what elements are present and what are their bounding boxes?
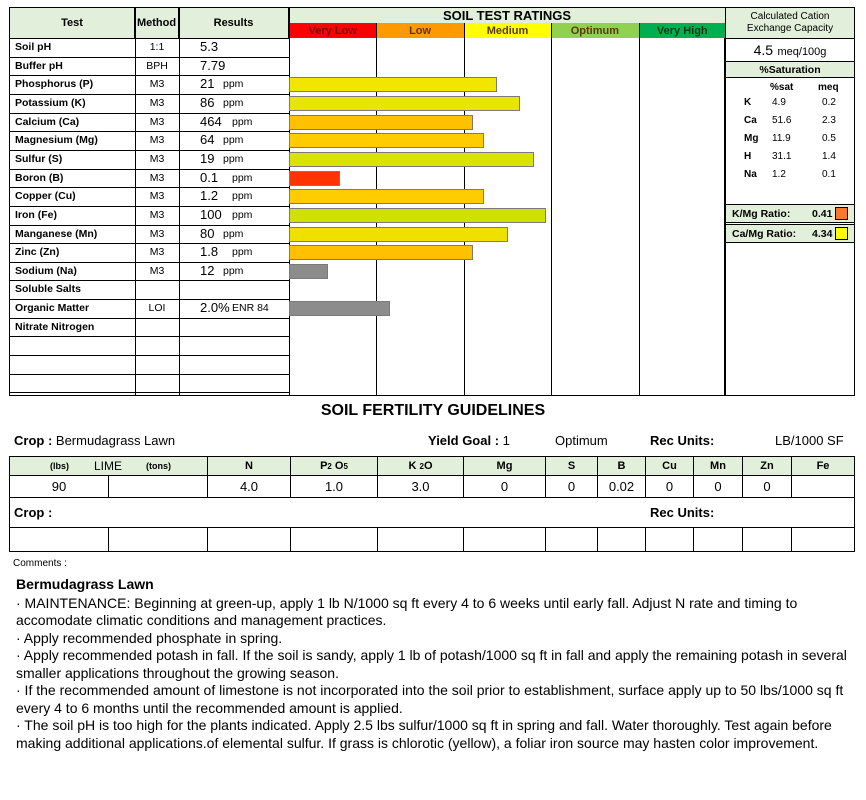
comment-line: · Apply recommended phosphate in spring. — [16, 629, 283, 646]
row-divider — [10, 299, 289, 300]
row-divider — [10, 94, 289, 95]
test-value: 464 — [200, 113, 222, 129]
recommendation-table — [9, 456, 855, 552]
mn-header: Mn — [694, 457, 743, 476]
rating-bar — [289, 245, 473, 260]
row-divider — [10, 225, 289, 226]
test-value: 100 — [200, 206, 222, 222]
rating-band-medium: Medium — [464, 23, 551, 38]
test-name: Soluble Salts — [15, 283, 81, 296]
ratings-title: SOIL TEST RATINGS — [289, 7, 726, 23]
fe-header: Fe — [792, 457, 854, 476]
test-unit: ppm — [223, 264, 244, 277]
test-name: Copper (Cu) — [15, 190, 76, 203]
lime-header-label: LIME — [94, 459, 123, 473]
k-mg-ratio-label: K/Mg Ratio: — [732, 208, 791, 220]
lime-tons-header: (tons) — [146, 461, 171, 471]
test-unit: ppm — [232, 246, 253, 259]
k-mg-ratio — [726, 204, 854, 223]
cec-value: 4.5 — [753, 42, 774, 58]
test-value: 12 — [200, 262, 215, 278]
empty-cell — [598, 528, 646, 552]
ca-mg-ratio-swatch — [835, 227, 848, 240]
test-unit: ppm — [223, 78, 244, 91]
row-divider — [10, 57, 289, 58]
test-value: 21 — [200, 76, 215, 92]
o-symbol: O — [334, 460, 344, 472]
k-mg-ratio-value: 0.41 — [812, 208, 833, 220]
comment-line: · MAINTENANCE: Beginning at green-up, apply 1 lb N/1000 sq ft every 4 to 6 weeks until early fall. Adjust N rate and timing to accomodate climatic conditions and management practices. — [16, 594, 798, 628]
cec-title-line1: Calculated Cation — [750, 11, 830, 22]
rating-bar — [289, 227, 508, 242]
rating-bar — [289, 77, 497, 92]
rating-bar — [289, 189, 484, 204]
test-unit: ENR 84 — [232, 302, 269, 315]
mg-header: Mg — [464, 457, 546, 476]
test-name: Boron (B) — [15, 171, 64, 184]
ca-mg-ratio — [726, 224, 854, 243]
test-name: Zinc (Zn) — [15, 246, 60, 259]
pct-sat-header: %sat — [770, 82, 794, 93]
row-divider — [10, 392, 289, 393]
yield-label: Yield Goal : — [428, 433, 500, 448]
lime-lbs-value: 90 — [10, 476, 109, 498]
empty-cell — [208, 528, 291, 552]
mg-value: 0 — [464, 476, 546, 498]
s-header: S — [546, 457, 598, 476]
row-divider — [10, 280, 289, 281]
test-name: Calcium (Ca) — [15, 115, 80, 128]
zn-value: 0 — [743, 476, 792, 498]
saturation-meq: 1.4 — [822, 151, 836, 162]
saturation-meq: 0.5 — [822, 133, 836, 144]
cec-value-row — [726, 39, 854, 61]
comments-body — [16, 576, 856, 752]
row-divider — [10, 206, 289, 207]
test-value: 80 — [200, 225, 215, 241]
yield-value: 1 — [502, 433, 510, 448]
yield-rating: Optimum — [555, 433, 608, 448]
soil-test-table — [9, 7, 725, 396]
empty-cell — [646, 528, 694, 552]
mn-value: 0 — [694, 476, 743, 498]
row-divider — [10, 75, 289, 76]
crop-line — [14, 433, 175, 448]
test-name: Sulfur (S) — [15, 152, 63, 165]
empty-cell — [546, 528, 598, 552]
test-value: 0.1 — [200, 169, 219, 185]
rating-bar — [289, 152, 534, 167]
test-unit: ppm — [232, 190, 253, 203]
test-unit: ppm — [223, 152, 244, 165]
row-divider — [10, 243, 289, 244]
rating-bar — [289, 96, 520, 111]
test-unit: ppm — [223, 134, 244, 147]
cu-value: 0 — [646, 476, 694, 498]
ca-mg-ratio-value: 4.34 — [812, 228, 833, 240]
comments-title: Bermudagrass Lawn — [16, 576, 154, 592]
crop-name: Bermudagrass Lawn — [55, 433, 176, 448]
test-name: Sodium (Na) — [15, 264, 77, 277]
test-name: Manganese (Mn) — [15, 227, 98, 240]
saturation-title: %Saturation — [726, 61, 854, 78]
test-name: Buffer pH — [15, 59, 63, 72]
rec-units2-label: Rec Units: — [650, 505, 715, 520]
row-divider — [10, 374, 289, 375]
p-symbol: P — [320, 460, 328, 472]
n-value: 4.0 — [208, 476, 291, 498]
test-value: 1.8 — [200, 244, 219, 260]
crop2-row — [10, 498, 854, 528]
p2o5-value: 1.0 — [291, 476, 378, 498]
empty-cell — [291, 528, 378, 552]
saturation-meq: 2.3 — [822, 115, 836, 126]
cu-header: Cu — [646, 457, 694, 476]
cec-unit: meq/100g — [777, 46, 827, 58]
results-column-header: Results — [179, 7, 289, 38]
saturation-ion: Mg — [744, 133, 759, 144]
k-o-symbol: O — [423, 460, 433, 472]
s-value: 0 — [546, 476, 598, 498]
meq-header: meq — [818, 82, 839, 93]
rating-bar — [289, 115, 473, 130]
test-method: M3 — [149, 96, 165, 109]
k-subscript: 2 — [419, 461, 424, 471]
saturation-pct: 51.6 — [772, 115, 792, 126]
saturation-meq: 0.2 — [822, 97, 836, 108]
test-unit: ppm — [232, 115, 253, 128]
test-method: M3 — [149, 78, 165, 91]
ca-mg-ratio-label: Ca/Mg Ratio: — [732, 228, 797, 240]
comment-line: · Apply recommended potash in fall. If the soil is sandy, apply 1 lb of potash/1000 sq ft in fall and apply the remaining potash in several smaller applications throughout the growing season. — [16, 647, 847, 681]
test-method: M3 — [149, 134, 165, 147]
saturation-ion: H — [744, 151, 752, 162]
rec-units-value: LB/1000 SF — [775, 433, 844, 448]
empty-cell — [378, 528, 464, 552]
test-method: BPH — [146, 59, 168, 72]
test-method: M3 — [149, 190, 165, 203]
crop-label: Crop : — [14, 433, 53, 448]
test-name: Nitrate Nitrogen — [15, 320, 95, 333]
row-divider — [10, 113, 289, 114]
lime-lbs-header: (lbs) — [50, 461, 69, 471]
b-value: 0.02 — [598, 476, 646, 498]
rating-band-very-high: Very High — [639, 23, 726, 38]
row-divider — [10, 169, 289, 170]
test-value: 1.2 — [200, 188, 219, 204]
test-unit: ppm — [232, 208, 253, 221]
saturation-pct: 31.1 — [772, 151, 792, 162]
test-method: M3 — [149, 152, 165, 165]
rating-bar — [289, 133, 484, 148]
saturation-meq: 0.1 — [822, 169, 836, 180]
test-unit: ppm — [223, 227, 244, 240]
cec-title — [726, 8, 854, 39]
guidelines-title: SOIL FERTILITY GUIDELINES — [320, 402, 546, 419]
test-value: 64 — [200, 132, 215, 148]
comments-label: Comments : — [13, 558, 67, 569]
row-divider — [10, 318, 289, 319]
rating-band-low: Low — [376, 23, 463, 38]
rating-band-optimum: Optimum — [551, 23, 638, 38]
saturation-ion: Ca — [744, 115, 757, 126]
empty-cell — [109, 528, 208, 552]
test-method: LOI — [148, 302, 166, 315]
test-value: 7.79 — [200, 57, 226, 73]
test-value: 86 — [200, 94, 215, 110]
saturation-ion: Na — [744, 169, 757, 180]
lime-header — [10, 457, 208, 476]
test-value: 5.3 — [200, 39, 219, 54]
lime-tons-value — [109, 476, 208, 498]
rating-bar — [289, 264, 328, 279]
o-subscript: 5 — [343, 461, 348, 471]
test-column-header: Test — [10, 7, 135, 38]
method-column-header: Method — [135, 7, 179, 38]
cec-title-line2: Exchange Capacity — [746, 23, 834, 34]
test-name: Soil pH — [15, 41, 52, 53]
comment-line: · The soil pH is too high for the plants indicated. Apply 2.5 lbs sulfur/1000 sq ft in spring and fall. Water thoroughly. Test again before making additional applications.of elemental sulfur. If grass is chlorotic (yellow), a foliar iron source may hasten color improvement. — [16, 717, 832, 751]
empty-cell — [10, 528, 109, 552]
k2o-value: 3.0 — [378, 476, 464, 498]
test-method: M3 — [149, 208, 165, 221]
saturation-pct: 11.9 — [772, 133, 791, 144]
test-value: 2.0% — [200, 300, 230, 316]
saturation-pct: 4.9 — [772, 97, 786, 108]
test-name: Phosphorus (P) — [15, 78, 94, 91]
k2o-header — [378, 457, 464, 476]
b-header: B — [598, 457, 646, 476]
test-method: M3 — [149, 264, 165, 277]
saturation-pct: 1.2 — [772, 169, 786, 180]
rating-bar — [289, 301, 390, 316]
header-divider — [10, 38, 289, 39]
test-method: M3 — [149, 227, 165, 240]
test-method: 1:1 — [149, 41, 165, 53]
crop2-label: Crop : — [14, 505, 53, 520]
rec-units-label: Rec Units: — [650, 433, 715, 448]
row-divider — [10, 150, 289, 151]
test-value: 19 — [200, 150, 215, 166]
rating-gridline — [639, 23, 640, 395]
test-method: M3 — [149, 246, 165, 259]
k-mg-ratio-swatch — [835, 207, 848, 220]
test-name: Potassium (K) — [15, 96, 86, 109]
comment-line: · If the recommended amount of limestone is not incorporated into the soil prior to establishment, surface apply up to 50 lbs/1000 sq ft every 4 to 6 months until the recommended amount is applied. — [16, 682, 844, 716]
test-method: M3 — [149, 171, 165, 184]
yield-goal — [428, 433, 510, 448]
test-method: M3 — [149, 115, 165, 128]
test-unit: ppm — [223, 96, 244, 109]
test-name: Organic Matter — [15, 302, 90, 315]
cec-panel — [725, 7, 855, 396]
p-subscript: 2 — [327, 461, 332, 471]
test-unit: ppm — [232, 171, 253, 184]
test-name: Iron (Fe) — [15, 208, 57, 221]
rating-band-very-low: Very Low — [289, 23, 376, 38]
row-divider — [10, 355, 289, 356]
zn-header: Zn — [743, 457, 792, 476]
n-header: N — [208, 457, 291, 476]
empty-cell — [464, 528, 546, 552]
saturation-ion: K — [744, 97, 752, 108]
rating-bar — [289, 171, 340, 186]
row-divider — [10, 131, 289, 132]
test-name: Magnesium (Mg) — [15, 134, 98, 147]
k-symbol: K — [408, 460, 417, 472]
row-divider — [10, 336, 289, 337]
row-divider — [10, 187, 289, 188]
empty-cell — [694, 528, 743, 552]
rating-bar — [289, 208, 546, 223]
p2o5-header — [291, 457, 378, 476]
empty-cell — [743, 528, 792, 552]
row-divider — [10, 262, 289, 263]
rating-gridline — [551, 23, 552, 395]
fe-value — [792, 476, 854, 498]
